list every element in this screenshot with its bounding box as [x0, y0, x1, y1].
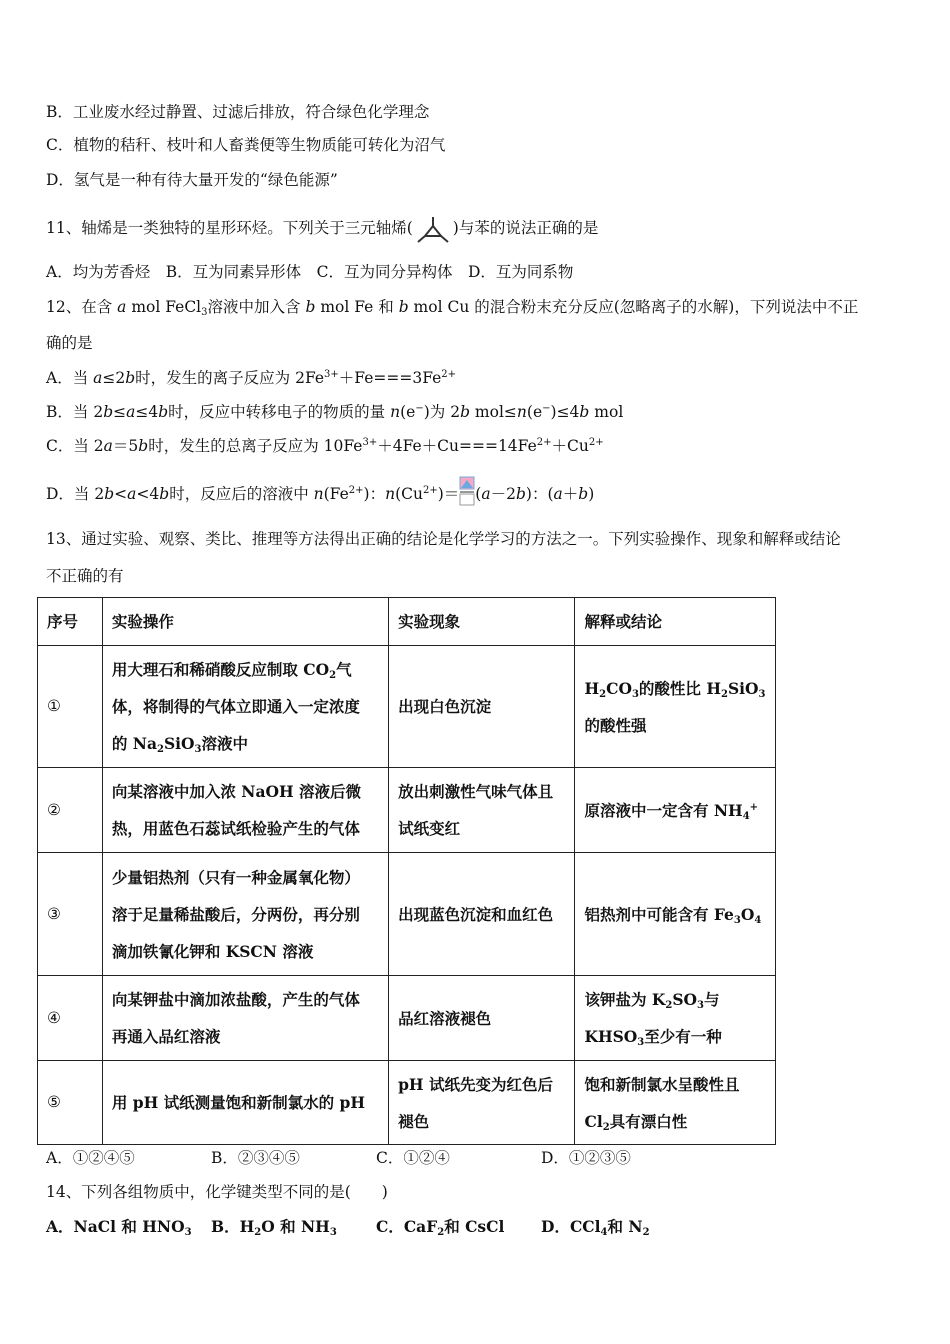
row-conclusion: 铝热剂中可能含有 $Fe_3O_4$	[575, 853, 776, 976]
experiment-table	[37, 597, 776, 1145]
q12-option-c: C．当 2a＝5b时，发生的总离子反应为 $10Fe^{3+}+4Fe+Cu===14Fe^{2+}+Cu^{2+}$	[46, 437, 604, 455]
table-header-row	[38, 598, 776, 646]
q14-option-d: D．CCl$_4$和 $N_2$	[541, 1217, 650, 1238]
row-phenomenon: 品红溶液褪色	[389, 976, 575, 1061]
q10-option-b: B．工业废水经过静置、过滤后排放，符合绿色化学理念	[46, 103, 430, 121]
q14-option-c: C．CaF$_2$和 CsCl	[376, 1217, 505, 1238]
q11-options: A．均为芳香烃 B．互为同素异形体 C．互为同分异构体 D．互为同系物	[46, 263, 574, 281]
q13-option-b: B．②③④⑤	[211, 1149, 300, 1167]
table-row	[38, 646, 776, 768]
row-operation: 用 pH 试纸测量饱和新制氯水的 pH	[102, 1061, 388, 1145]
row-num: ③	[38, 853, 103, 976]
row-num: ⑤	[38, 1061, 103, 1145]
q14-stem: 14、下列各组物质中，化学键类型不同的是( )	[46, 1183, 388, 1201]
row-conclusion: 原溶液中一定含有 $NH_4^+$	[575, 768, 776, 853]
header-phenomenon: 实验现象	[389, 598, 575, 646]
row-conclusion: 该钾盐为 $K_2SO_3$与 $KHSO_3$至少有一种	[575, 976, 776, 1061]
q11-stem: 11、轴烯是一类独特的星形环烃。下列关于三元轴烯( )与苯的说法正确的是	[46, 214, 598, 244]
q13-stem-cont: 不正确的有	[46, 567, 124, 585]
trimethylenecyclopropane-structure-icon	[415, 214, 451, 244]
row-phenomenon: 放出刺激性气味气体且 试纸变红	[389, 768, 575, 853]
header-conclusion: 解释或结论	[575, 598, 776, 646]
table-row	[38, 853, 776, 976]
row-num: ④	[38, 976, 103, 1061]
q12-option-b: B．当 2b≤a≤4b时，反应中转移电子的物质的量 n(e−)为 2b mol≤n(e−)≤4b mol	[46, 403, 624, 421]
row-operation: 向某溶液中加入浓 NaOH 溶液后微 热，用蓝色石蕊试纸检验产生的气体	[102, 768, 388, 853]
row-operation: 向某钾盐中滴加浓盐酸，产生的气体 再通入品红溶液	[102, 976, 388, 1061]
header-num: 序号	[38, 598, 103, 646]
q13-stem: 13、通过实验、观察、类比、推理等方法得出正确的结论是化学学习的方法之一。下列实验操作、现象和解释或结论	[46, 530, 841, 548]
row-phenomenon: 出现蓝色沉淀和血红色	[389, 853, 575, 976]
row-operation: 少量铝热剂（只有一种金属氧化物） 溶于足量稀盐酸后，分两份，再分别 滴加铁氰化钾和 KSCN 溶液	[102, 853, 388, 976]
q13-options	[46, 1147, 631, 1169]
row-operation: 用大理石和稀硝酸反应制取 $CO_2$气 体，将制得的气体立即通入一定浓度 的 $Na_2SiO_3$溶液中	[102, 646, 388, 768]
row-conclusion: 饱和新制氯水呈酸性且 $Cl_2$具有漂白性	[575, 1061, 776, 1145]
q14-option-b: B．$H_2O$ 和 $NH_3$	[211, 1217, 337, 1238]
q14-option-a: A．NaCl 和 $HNO_3$	[46, 1217, 192, 1238]
table-row	[38, 768, 776, 853]
q13-option-c: C．①②④	[376, 1149, 450, 1167]
q12-stem: 12、在含 a mol FeCl$_3$溶液中加入含 b mol Fe 和 b mol Cu 的混合粉末充分反应(忽略离子的水解)，下列说法中不正	[46, 298, 859, 318]
row-num: ②	[38, 768, 103, 853]
row-phenomenon: 出现白色沉淀	[389, 646, 575, 768]
row-num: ①	[38, 646, 103, 768]
q14-options	[46, 1216, 650, 1238]
q10-option-c: C．植物的秸秆、枝叶和人畜粪便等生物质能可转化为沼气	[46, 136, 446, 154]
q13-option-d: D．①②③⑤	[541, 1149, 631, 1167]
q12-option-a: A．当 a≤2b时，发生的离子反应为 $2Fe^{3+}+Fe===3Fe^{2+}$	[46, 369, 457, 387]
row-phenomenon: pH 试纸先变为红色后 褪色	[389, 1061, 575, 1145]
q13-option-a: A．①②④⑤	[46, 1149, 135, 1167]
header-operation: 实验操作	[102, 598, 388, 646]
fraction-image-icon	[459, 476, 475, 506]
q10-option-d: D．氢气是一种有待大量开发的“绿色能源”	[46, 171, 338, 189]
table-row	[38, 1061, 776, 1145]
table-row	[38, 976, 776, 1061]
q12-option-d: D．当 2b<a<4b时，反应后的溶液中 $n(Fe^{2+})$：$n(Cu^{2+})= (a-2b)$：(a＋b)	[46, 480, 594, 510]
row-conclusion: $H_2CO_3$的酸性比 $H_2SiO_3$ 的酸性强	[575, 646, 776, 768]
q12-stem-cont: 确的是	[46, 334, 93, 352]
